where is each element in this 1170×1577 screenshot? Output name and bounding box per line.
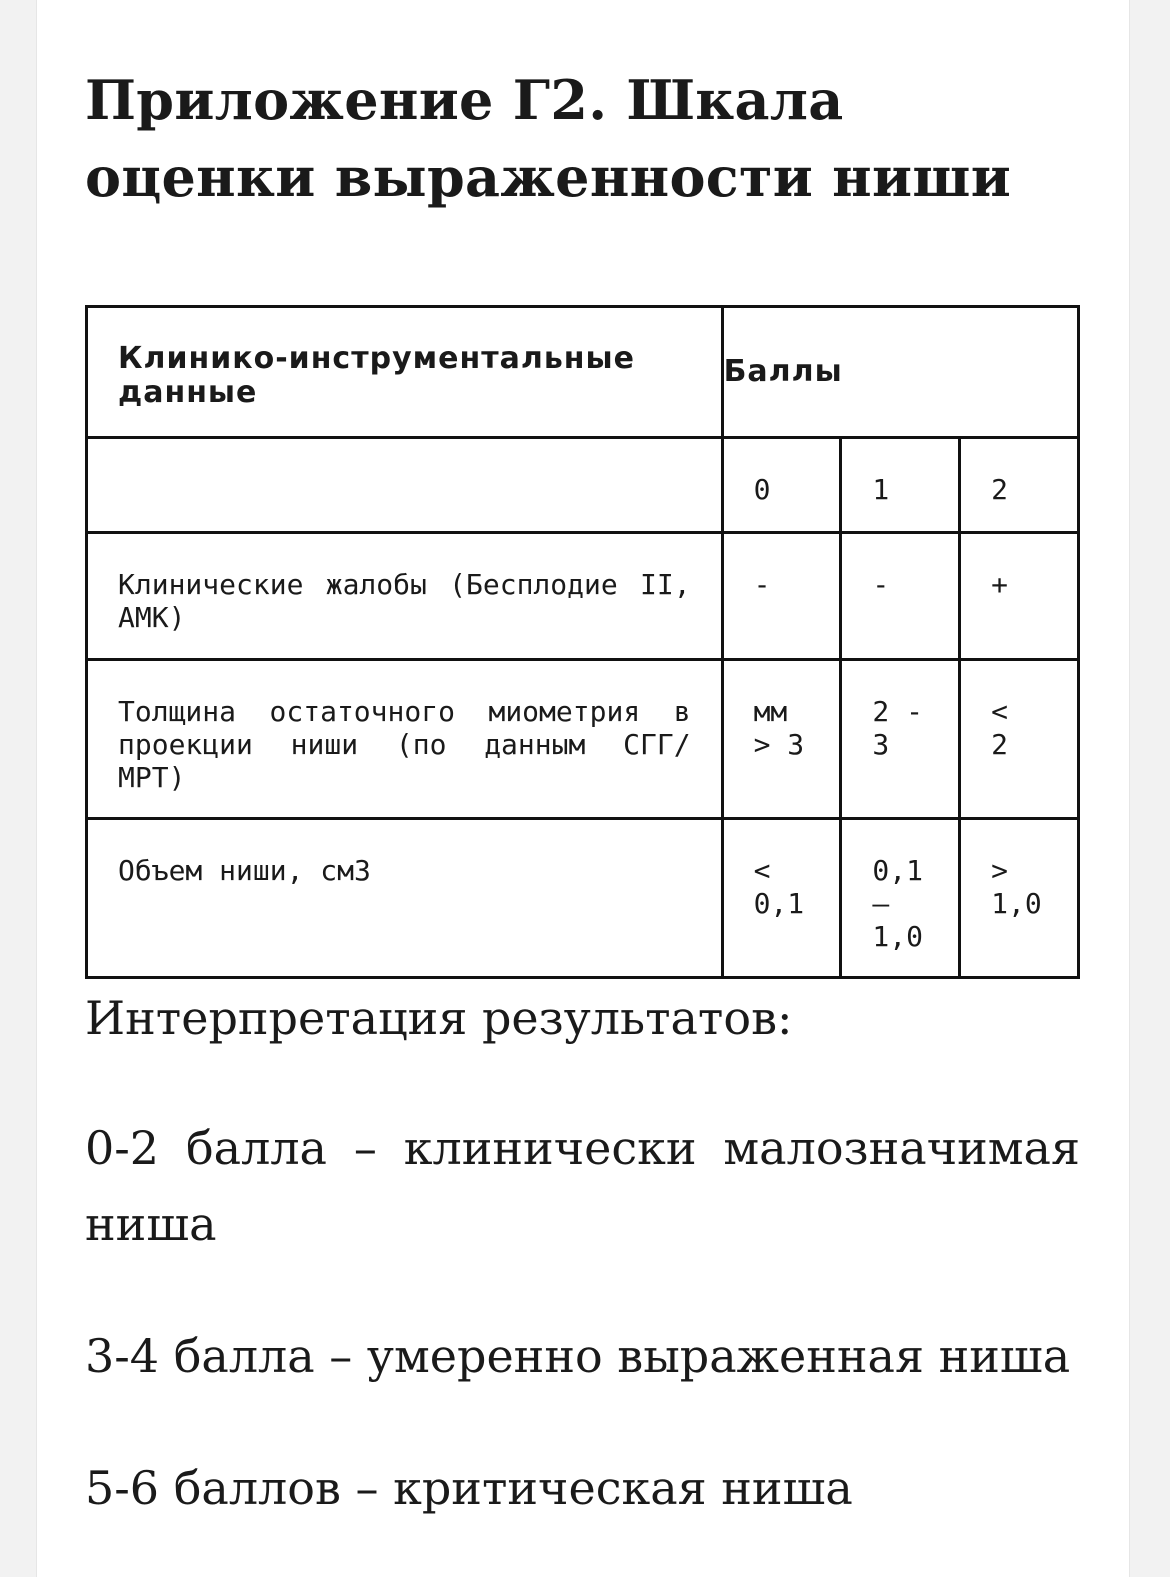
value-cell: -: [722, 533, 841, 660]
document-page: [36, 0, 1130, 1577]
score-column-1: 1: [841, 438, 960, 533]
table-row: [87, 660, 1079, 819]
score-column-0: 0: [722, 438, 841, 533]
interpretation-item: 3-4 балла – умеренно выраженная ниша: [85, 1329, 1071, 1383]
table-row: [87, 819, 1079, 978]
table-header-row: [87, 307, 1079, 438]
value-cell: < 2: [960, 660, 1079, 819]
interpretation-item: 5-6 баллов – критическая ниша: [85, 1461, 853, 1515]
row-label: Клинические жалобы (Бесплодие II, АМК): [118, 568, 691, 634]
row-label: Толщина остаточного миометрия в проекции ниши (по данным СГГ/ МРТ): [118, 695, 691, 794]
interpretation-heading: Интерпретация результатов:: [85, 991, 793, 1045]
value-cell: +: [960, 533, 1079, 660]
page-title: Приложение Г2. Шкала оценки выраженности ниши: [85, 68, 1012, 209]
score-columns-row: [87, 438, 1079, 533]
row-label-cell: [87, 819, 723, 978]
header-criteria: Клинико-инструментальные данные: [118, 341, 636, 410]
niche-scale-table: [85, 305, 1080, 979]
value-cell: 0,1 – 1,0: [841, 819, 960, 978]
row-label: Объем ниши, см3: [118, 854, 371, 887]
value-cell: -: [841, 533, 960, 660]
header-points: Баллы: [722, 307, 1078, 438]
value-cell: < 0,1: [722, 819, 841, 978]
empty-cell: [87, 438, 723, 533]
header-criteria-cell: [87, 307, 723, 438]
value-cell: 2 - 3: [841, 660, 960, 819]
value-cell: мм > 3: [722, 660, 841, 819]
interpretation-item: 0-2 балла – клинически малозначимая ниша: [85, 1121, 1080, 1251]
table-row: [87, 533, 1079, 660]
score-column-2: 2: [960, 438, 1079, 533]
row-label-cell: [87, 533, 723, 660]
value-cell: > 1,0: [960, 819, 1079, 978]
row-label-cell: [87, 660, 723, 819]
